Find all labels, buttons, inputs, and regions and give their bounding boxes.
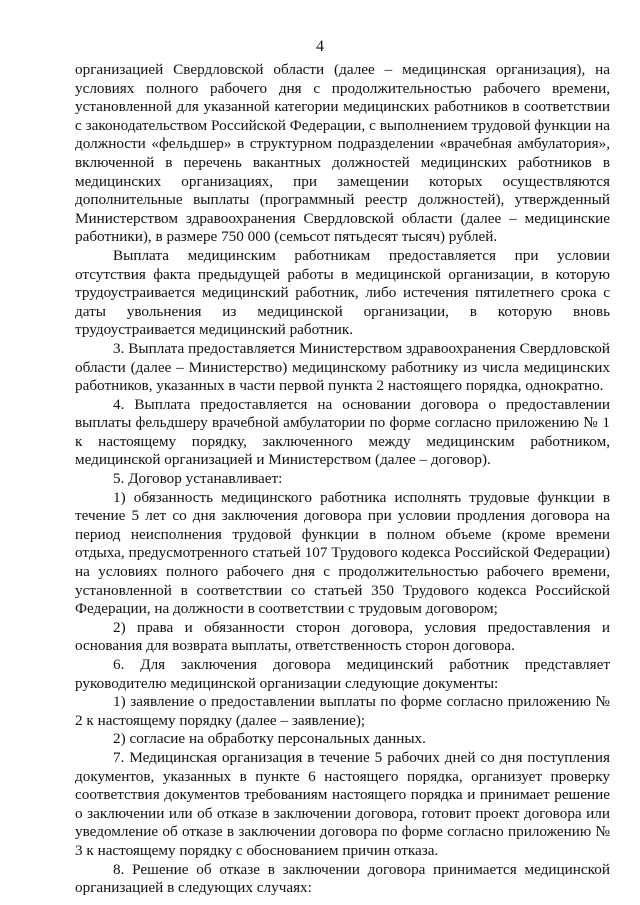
paragraph-item-3: 3. Выплата предоставляется Министерством здравоохранения Свердловской области (далее – Министерство) медицинскому работнику из числа медицинских работников, указанных в части первой пункта 2 настоящего порядка, однократно.: [75, 339, 610, 395]
paragraph-item-4: 4. Выплата предоставляется на основании договора о предоставлении выплаты фельдшеру врачебной амбулатории по форме согласно приложению № 1 к настоящему порядку, заключенного между медицинским работником, медицинской организацией и Министерством (далее – договор).: [75, 395, 610, 469]
paragraph-continuation: организацией Свердловской области (далее – медицинская организация), на условиях полного рабочего дня с продолжительностью рабочего времени, установленной для указанной категории медицинских работников в соответствии с законодательством Российской Федерации, с выполнением трудовой функции на должности «фельдшер» в структурном подразделении «врачебная амбулатория», включенной в перечень вакантных должностей медицинских работников в медицинских организациях, при замещении которых осуществляются дополнительные выплаты (программный реестр должностей), утвержденный Министерством здравоохранения Свердловской области (далее – медицинские работники), в размере 750 000 (семьсот пятьдесят тысяч) рублей.: [75, 61, 610, 246]
paragraph-payment-condition: Выплата медицинским работникам предоставляется при условии отсутствия факта предыдущей работы в медицинской организации, в которую трудоустраивается медицинский работник, либо истечения пятилетнего срока с даты увольнения из медицинской организации, в которую вновь трудоустраивается медицинский работник.: [75, 246, 610, 339]
document-body: [75, 61, 610, 898]
paragraph-item-6-2: 2) согласие на обработку персональных данных.: [113, 730, 426, 748]
paragraph-item-5-1: 1) обязанность медицинского работника исполнять трудовые функции в течение 5 лет со дня заключения договора при условии продления договора на период неисполнения трудовой функции в полном объеме (кроме времени отдыха, предусмотренного статьей 107 Трудового кодекса Российской Федерации) на условиях полного рабочего дня с продолжительностью рабочего времени, установленной в соответствии со статьей 350 Трудового кодекса Российской Федерации, на должности в соответствии с трудовым договором;: [75, 488, 610, 618]
page-number: 4: [316, 38, 324, 55]
paragraph-item-8: 8. Решение об отказе в заключении договора принимается медицинской организацией в следующих случаях:: [75, 860, 610, 897]
paragraph-item-6-1: 1) заявление о предоставлении выплаты по форме согласно приложению № 2 к настоящему порядку (далее – заявление);: [75, 693, 610, 729]
paragraph-item-5: 5. Договор устанавливает:: [113, 470, 283, 488]
paragraph-item-6: 6. Для заключения договора медицинский работник представляет руководителю медицинской организации следующие документы:: [75, 656, 610, 692]
paragraph-item-7: 7. Медицинская организация в течение 5 рабочих дней со дня поступления документов, указанных в пункте 6 настоящего порядка, организует проверку соответствия документов требованиям настоящего порядка и принимает решение о заключении или об отказе в заключении договора, готовит проект договора или уведомление об отказе в заключении договора по форме согласно приложению № 3 к настоящему порядку с обоснованием причин отказа.: [75, 748, 610, 859]
paragraph-item-5-2: 2) права и обязанности сторон договора, условия предоставления и основания для возврата выплаты, ответственность сторон договора.: [75, 618, 610, 655]
